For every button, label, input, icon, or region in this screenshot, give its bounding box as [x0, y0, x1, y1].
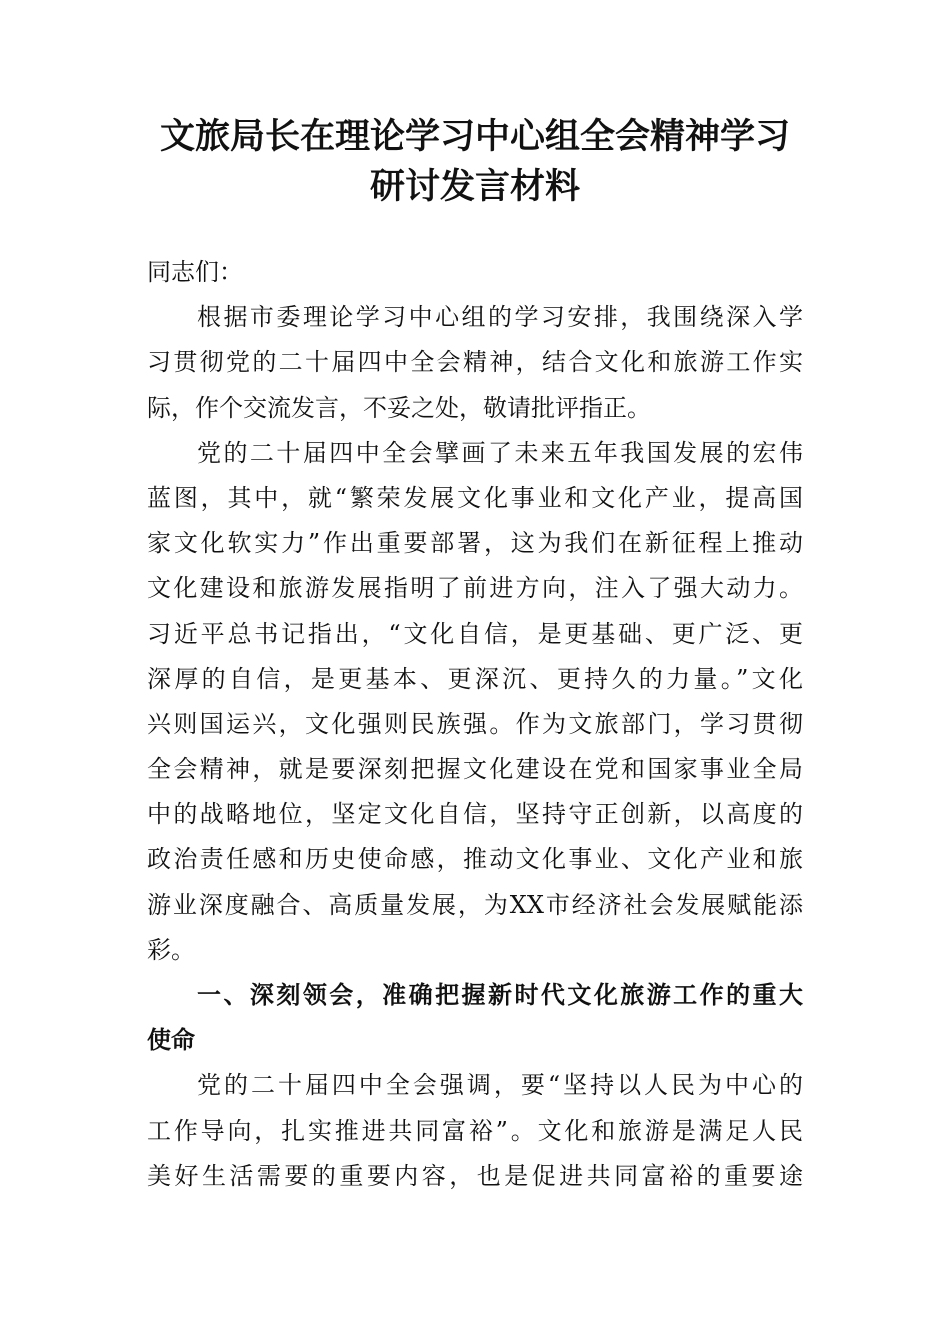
paragraph-line: 党的二十届四中全会强调，要“坚持以人民为中心的: [197, 1071, 803, 1100]
title-line-2: 研讨发言材料: [369, 166, 580, 207]
document-title: [140, 112, 810, 212]
paragraph-line: 中的战略地位，坚定文化自信，坚持守正创新，以高度的: [147, 800, 803, 829]
paragraph-section-one: [147, 1063, 803, 1199]
paragraph-line: 兴则国运兴，文化强则民族强。作为文旅部门，学习贯彻: [147, 709, 803, 738]
paragraph-line: 根据市委理论学习中心组的学习安排，我围绕深入学: [197, 303, 803, 332]
salutation: 同志们：: [147, 258, 243, 286]
paragraph-line: 政治责任感和历史使命感，推动文化事业、文化产业和旅: [147, 845, 803, 874]
paragraph-line: 深厚的自信，是更基本、更深沉、更持久的力量。”文化: [147, 664, 803, 693]
section-heading-line: 一、深刻领会，准确把握新时代文化旅游工作的重大: [197, 981, 803, 1009]
paragraph-line: 习近平总书记指出，“文化自信，是更基础、更广泛、更: [147, 619, 803, 648]
document-body: [147, 250, 803, 1199]
paragraph-line: 全会精神，就是要深刻把握文化建设在党和国家事业全局: [147, 755, 803, 784]
paragraph-line: 游业深度融合、高质量发展，为XX市经济社会发展赋能添: [147, 890, 803, 919]
paragraph-line: 际，作个交流发言，不妥之处，敬请批评指正。: [147, 393, 651, 422]
paragraph-line: 工作导向，扎实推进共同富裕”。文化和旅游是满足人民: [147, 1116, 803, 1145]
paragraph-intro: [147, 295, 803, 431]
title-line-1: 文旅局长在理论学习中心组全会精神学习: [159, 116, 790, 157]
paragraph-line: 习贯彻党的二十届四中全会精神，结合文化和旅游工作实: [147, 348, 803, 377]
paragraph-line: 彩。: [147, 935, 195, 964]
section-heading: [147, 973, 803, 1063]
paragraph-line: 蓝图，其中，就“繁荣发展文化事业和文化产业，提高国: [147, 483, 803, 512]
paragraph-line: 党的二十届四中全会擘画了未来五年我国发展的宏伟: [197, 438, 803, 467]
paragraph-plenum: [147, 431, 803, 973]
section-heading-line: 使命: [147, 1026, 195, 1055]
paragraph-line: 美好生活需要的重要内容，也是促进共同富裕的重要途: [147, 1161, 803, 1190]
paragraph-line: 家文化软实力”作出重要部署，这为我们在新征程上推动: [147, 529, 803, 558]
paragraph-line: 文化建设和旅游发展指明了前进方向，注入了强大动力。: [147, 574, 803, 603]
